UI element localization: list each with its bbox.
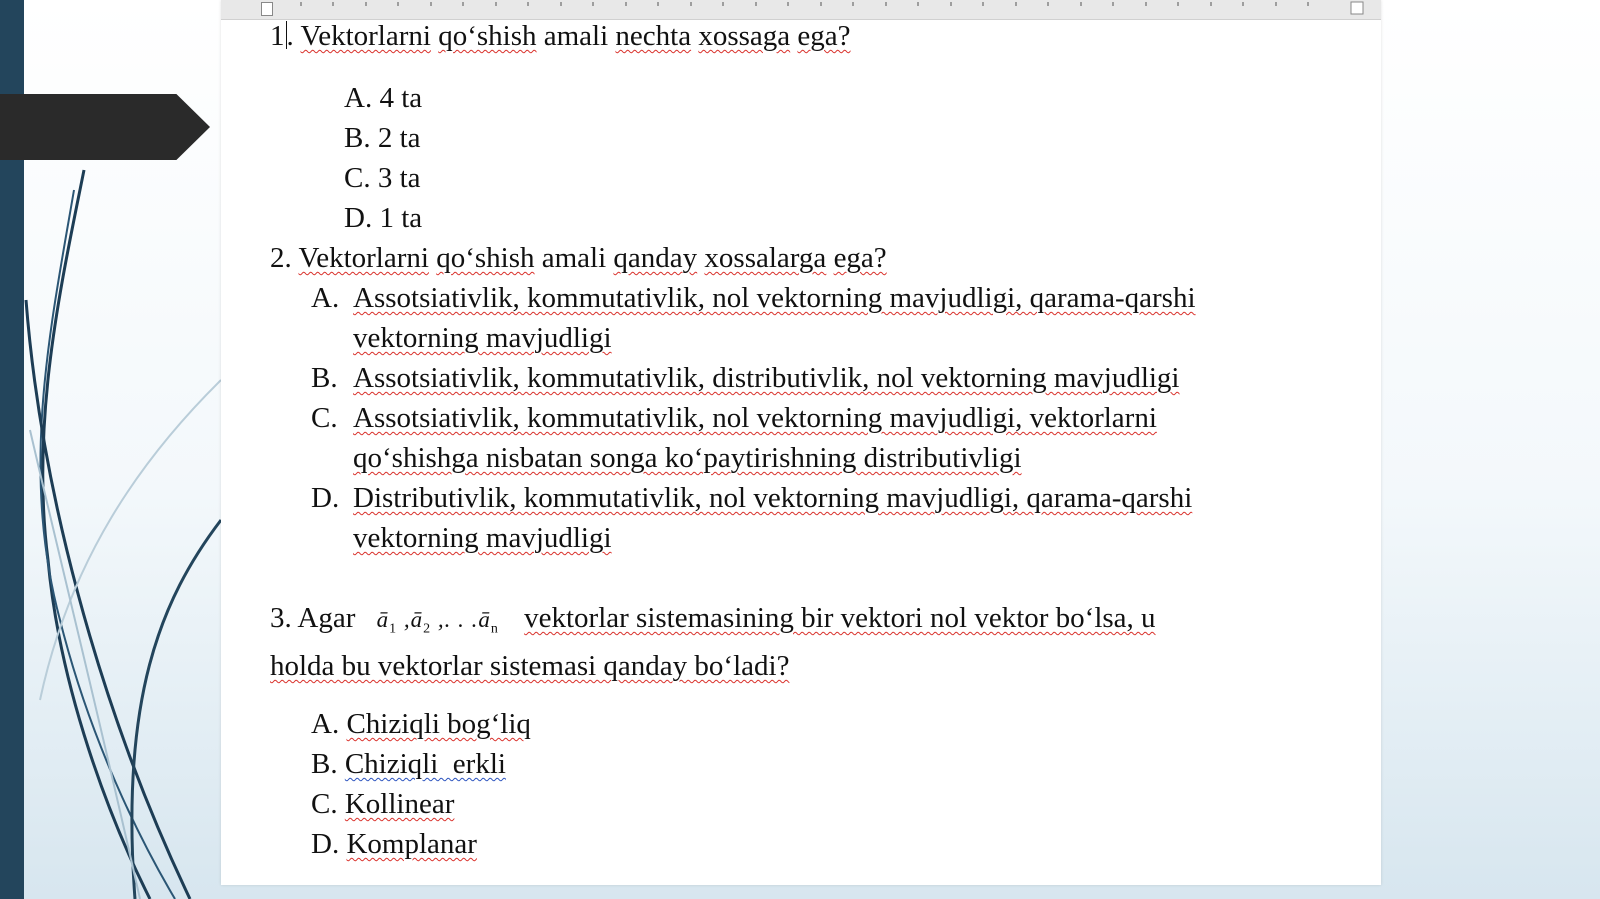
option-text: vektorning mavjudligi	[353, 322, 612, 354]
option-text: Distributivlik, kommutativlik, nol vektorning mavjudligi, qarama-qarshi	[353, 482, 1193, 514]
option-letter: C.	[311, 402, 338, 434]
q1-word: amali	[543, 20, 609, 52]
q3-option-c[interactable]	[311, 786, 454, 822]
q1-number: 1	[270, 20, 285, 52]
q1-word: nechta	[615, 20, 692, 52]
q2-word: qo‘shish	[436, 242, 535, 274]
option-text: Chiziqli erkli	[344, 748, 506, 780]
option-text: Chiziqli bog‘liq	[346, 708, 531, 740]
vector-symbol: ā	[410, 607, 424, 632]
q3-option-d[interactable]	[311, 826, 477, 862]
q2-option-a[interactable]	[311, 280, 339, 316]
q3-line1-rest: vektorlar sistemasining bir vektori nol vektor bo‘lsa, u	[524, 602, 1156, 634]
q1-option-d[interactable]	[344, 200, 422, 236]
q2-option-d-line1	[353, 480, 1192, 516]
q2-option-b-line1	[353, 360, 1180, 396]
option-text: Assotsiativlik, kommutativlik, nol vektorning mavjudligi, vektorlarni	[353, 402, 1157, 434]
option-text: 3 ta	[377, 162, 421, 194]
q3-line2: holda bu vektorlar sistemasi qanday bo‘ladi?	[270, 650, 790, 682]
q1-word: ega?	[797, 20, 851, 52]
separator: ,	[397, 607, 411, 632]
q1-word: Vektorlarni	[300, 20, 431, 52]
q2-option-d-line2	[353, 520, 612, 556]
option-text: 1 ta	[379, 202, 423, 234]
ruler-ticks	[221, 0, 1381, 19]
subscript: n	[490, 621, 499, 637]
option-text: 4 ta	[379, 82, 423, 114]
question-3-line2[interactable]	[270, 648, 789, 684]
q2-option-c-line1	[353, 400, 1157, 436]
option-text: Komplanar	[346, 828, 477, 860]
q2-word: xossalarga	[704, 242, 827, 274]
q2-option-a-line1	[353, 280, 1196, 316]
q3-option-a[interactable]	[311, 706, 531, 742]
q2-option-b[interactable]	[311, 360, 338, 396]
option-letter: B.	[344, 122, 371, 154]
vector-system-formula	[376, 607, 499, 637]
q2-number: 2.	[270, 242, 292, 274]
document-page[interactable]	[221, 0, 1381, 885]
q2-option-c-line2	[353, 440, 1022, 476]
q2-option-c[interactable]	[311, 400, 338, 436]
q2-word: Vektorlarni	[298, 242, 429, 274]
option-letter: A.	[344, 82, 373, 114]
vector-symbol: ā	[478, 607, 491, 632]
q2-word: qanday	[613, 242, 698, 274]
option-text: qo‘shishga nisbatan songa ko‘paytirishning distributivligi	[353, 442, 1022, 474]
q2-option-d[interactable]	[311, 480, 339, 516]
option-text: 2 ta	[377, 122, 421, 154]
option-text: Kollinear	[344, 788, 455, 820]
question-1[interactable]	[270, 18, 851, 54]
question-2[interactable]	[270, 240, 887, 276]
q1-dot: .	[286, 20, 294, 52]
option-letter: C.	[311, 788, 338, 820]
q2-word: ega?	[833, 242, 887, 274]
q2-word: amali	[541, 242, 607, 274]
q1-option-b[interactable]	[344, 120, 421, 156]
vector-symbol: ā	[376, 607, 390, 632]
option-text: Assotsiativlik, kommutativlik, distributivlik, nol vektorning mavjudligi	[353, 362, 1180, 394]
option-letter: D.	[344, 202, 373, 234]
option-letter: A.	[311, 708, 340, 740]
option-letter: B.	[311, 748, 338, 780]
q1-word: xossaga	[698, 20, 791, 52]
subscript: 1	[389, 621, 398, 637]
question-3-line1[interactable]	[270, 600, 1156, 648]
title-arrow-banner	[0, 94, 210, 160]
option-letter: A.	[311, 282, 340, 314]
horizontal-ruler[interactable]	[221, 0, 1381, 20]
q3-option-b[interactable]	[311, 746, 506, 782]
q1-option-c[interactable]	[344, 160, 421, 196]
option-letter: D.	[311, 828, 340, 860]
q2-option-a-line2	[353, 320, 612, 356]
q3-prefix: 3. Agar	[270, 602, 356, 634]
subscript: 2	[423, 621, 432, 637]
option-letter: C.	[344, 162, 371, 194]
option-letter: B.	[311, 362, 338, 394]
option-text: Assotsiativlik, kommutativlik, nol vektorning mavjudligi, qarama-qarshi	[353, 282, 1196, 314]
ellipsis: ,. . .	[431, 607, 479, 632]
option-text: vektorning mavjudligi	[353, 522, 612, 554]
option-letter: D.	[311, 482, 340, 514]
q1-option-a[interactable]	[344, 80, 422, 116]
q1-word: qo‘shish	[438, 20, 537, 52]
